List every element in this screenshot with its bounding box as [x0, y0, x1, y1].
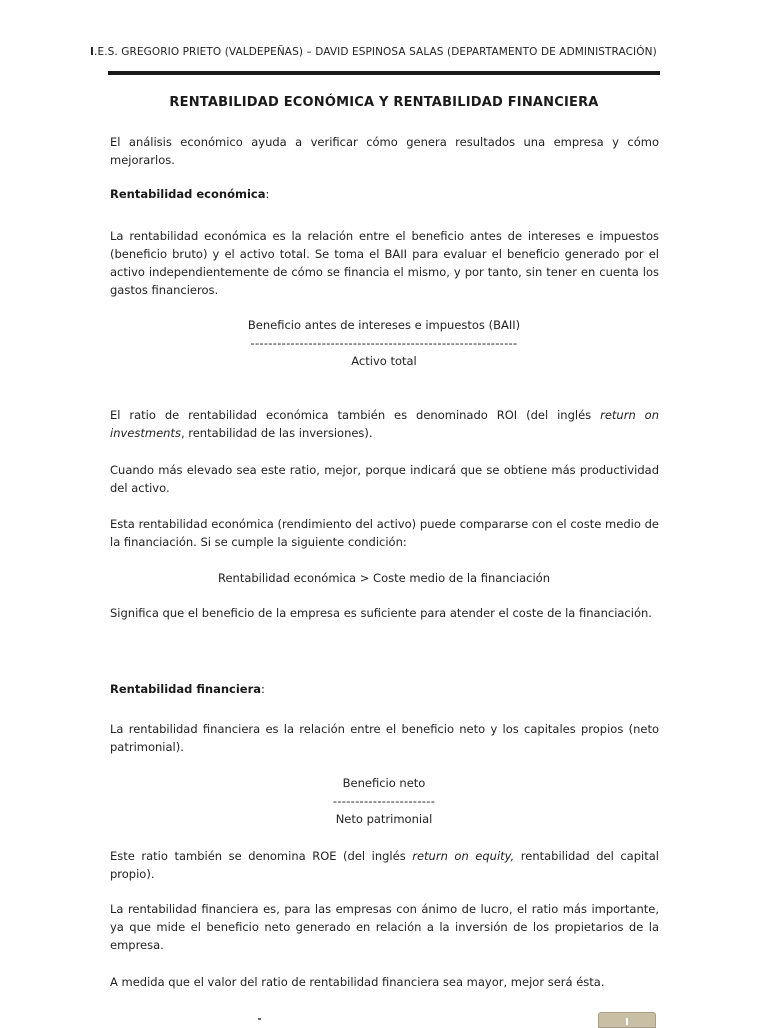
financiera-paragraph-4: A medida que el valor del ratio de rentabilidad financiera sea mayor, mejor será ésta.: [110, 975, 605, 989]
economica-roi-paragraph: [110, 406, 659, 442]
formula-roi-denominator: Activo total: [351, 354, 417, 368]
heading-text: Rentabilidad económica: [110, 187, 266, 201]
heading-colon: :: [265, 187, 270, 201]
heading-text: Rentabilidad financiera: [110, 682, 262, 696]
page-number-tab: [598, 1012, 656, 1028]
heading-rentabilidad-economica: [110, 187, 269, 201]
financiera-paragraph-3: La rentabilidad financiera es, para las empresas con ánimo de lucro, el ratio más importante, ya que mide el beneficio neto generado en relación a la inversión de los propietarios de la empresa.: [110, 902, 659, 952]
footer-mark: [258, 1018, 261, 1020]
formula-roi-numerator: Beneficio antes de intereses e impuestos (BAII): [247, 318, 521, 332]
formula-roe-numerator: Beneficio neto: [342, 776, 426, 790]
roi-text-b: , rentabilidad de las inversiones).: [180, 426, 373, 440]
header-text: .E.S. GREGORIO PRIETO (VALDEPEÑAS) – DAVID ESPINOSA SALAS (DEPARTAMENTO DE ADMINISTRACIÓN): [94, 46, 657, 58]
economica-paragraph-3: Cuando más elevado sea este ratio, mejor, porque indicará que se obtiene más productividad del activo.: [110, 463, 659, 495]
economica-paragraph-5: Significa que el beneficio de la empresa es suficiente para atender el coste de la financiación.: [110, 606, 652, 620]
document-title: RENTABILIDAD ECONÓMICA Y RENTABILIDAD FINANCIERA: [169, 95, 599, 110]
roi-text-a: El ratio de rentabilidad económica también es denominado ROI (del inglés: [110, 408, 601, 422]
financiera-definition: La rentabilidad financiera es la relación entre el beneficio neto y los capitales propios (neto patrimonial).: [110, 722, 659, 754]
intro-paragraph: El análisis económico ayuda a verificar cómo genera resultados una empresa y cómo mejorarlos.: [110, 135, 659, 167]
formula-roe-denominator: Neto patrimonial: [335, 812, 433, 826]
economica-definition: La rentabilidad económica es la relación entre el beneficio antes de intereses e impuestos (beneficio bruto) y el activo total. Se toma el BAII para evaluar el beneficio generado por el activo independientemente de cómo se financia el mismo, y por tanto, sin tener en cuenta los gastos financieros.: [110, 229, 659, 297]
economica-condition: Rentabilidad económica > Coste medio de la financiación: [217, 571, 551, 585]
header-initial: I: [90, 46, 95, 58]
roe-text-b: rentabilidad del capital propio).: [110, 849, 659, 881]
heading-rentabilidad-financiera: [110, 682, 265, 696]
page-header: [90, 46, 690, 58]
roi-text-italic: return on investments: [110, 408, 659, 440]
financiera-roe-paragraph: [110, 847, 659, 883]
heading-colon: :: [261, 682, 265, 696]
roe-text-a: Este ratio también se denomina ROE (del inglés: [110, 849, 413, 863]
header-rule: [108, 71, 660, 75]
roe-text-italic: return on equity,: [412, 849, 515, 863]
economica-paragraph-4: Esta rentabilidad económica (rendimiento del activo) puede compararse con el coste medio de la financiación. Si se cumple la siguiente condición:: [110, 517, 659, 549]
formula-roi-line: ------------------------------------------------------------: [250, 336, 518, 350]
formula-roe-line: -----------------------: [332, 794, 436, 808]
